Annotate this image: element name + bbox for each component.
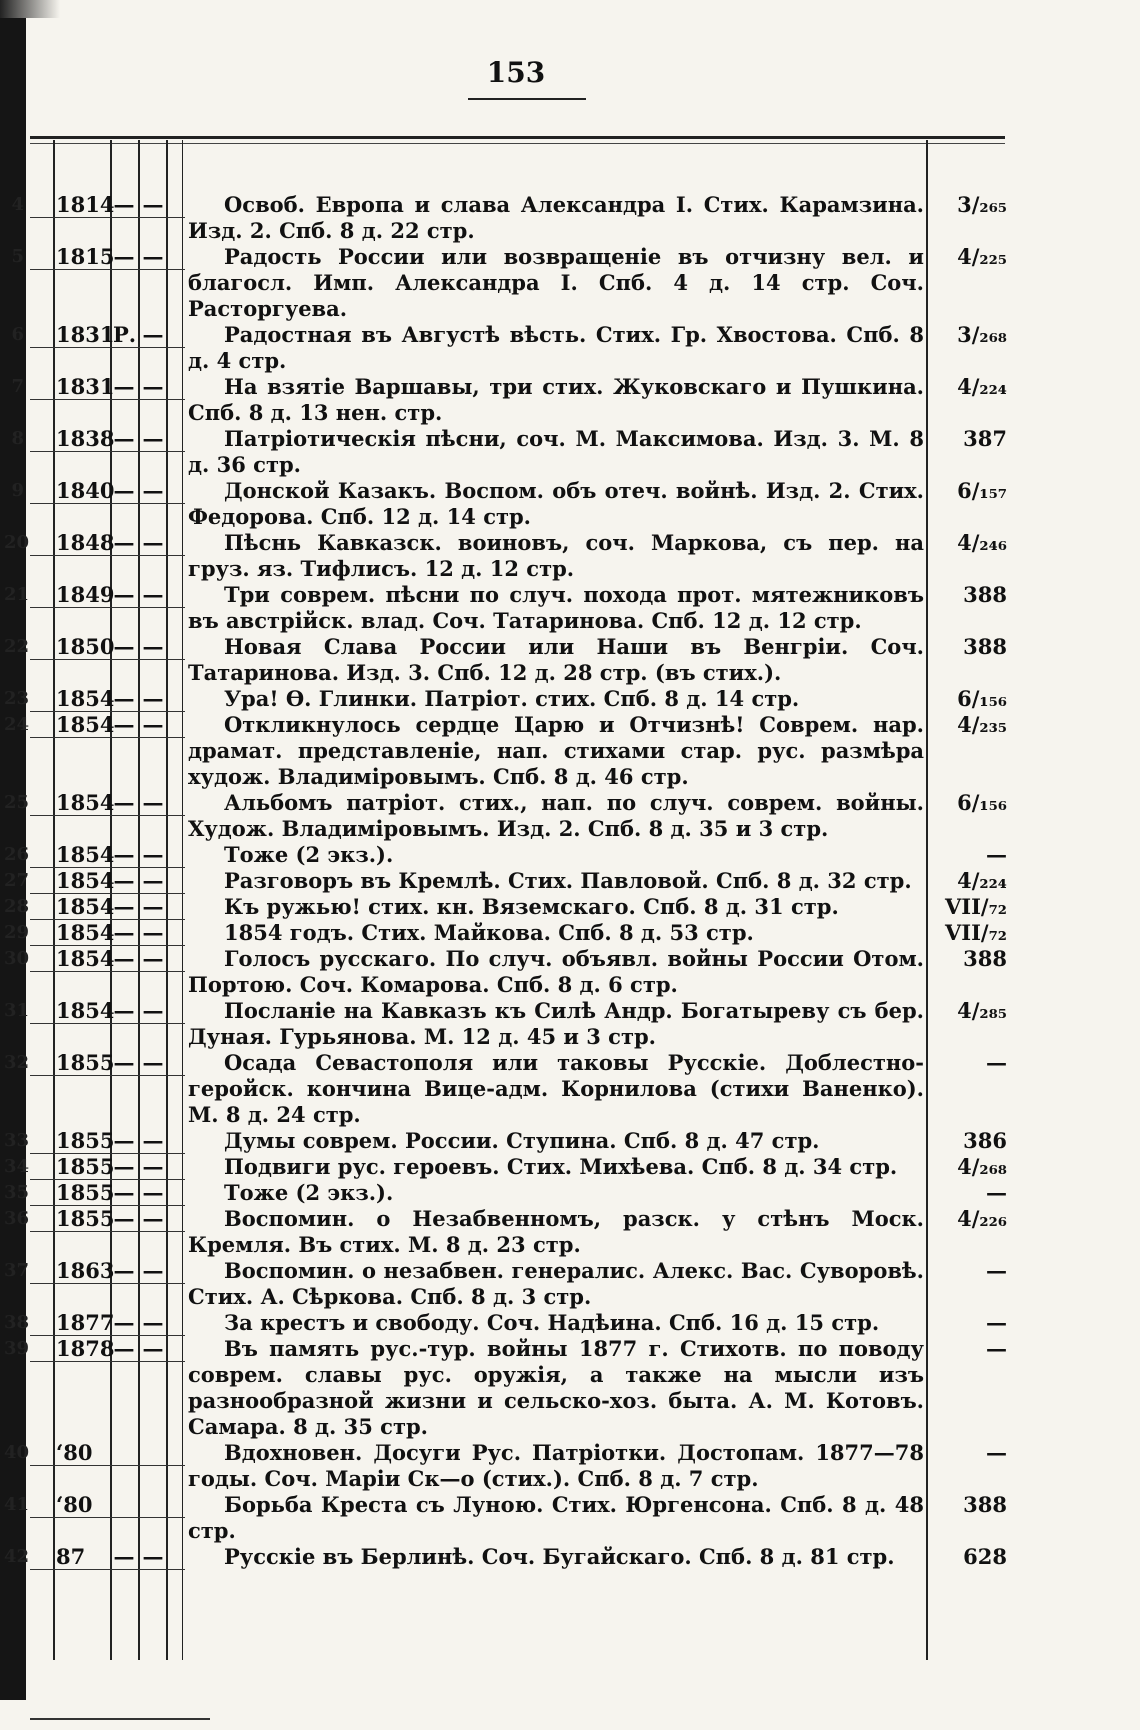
entry-dash: — — [142, 530, 164, 555]
entry-year: 1854 — [56, 998, 115, 1023]
entry-dash: — — [142, 582, 164, 607]
catalog-entry — [0, 530, 1140, 582]
entry-dash: — — [142, 244, 164, 269]
entry-number: 9 — [11, 480, 24, 501]
entry-number: 22 — [4, 636, 30, 657]
entry-description: Тоже (2 экз.). — [224, 842, 394, 867]
catalog-entries — [0, 192, 1140, 1570]
entry-reference: 4/₂₈₅ — [957, 998, 1007, 1023]
entry-number: 38 — [4, 1312, 30, 1333]
entry-row-rule — [30, 1075, 185, 1076]
entry-mark: — — [113, 1258, 135, 1283]
entry-number: 24 — [4, 714, 30, 735]
entry-mark: — — [113, 244, 135, 269]
entry-mark: — — [113, 634, 135, 659]
entry-row-rule — [30, 1283, 185, 1284]
entry-description: Откликнулось сердце Царю и Отчизнѣ! Соврем. нар. драмат. представленіе, нап. стихами стар. рус. размѣра худож. Владиміровымъ. Спб. 8 д. 46 стр. — [188, 712, 924, 789]
entry-reference: — — [986, 842, 1007, 867]
entry-mark: — — [113, 1128, 135, 1153]
entry-mark: — — [113, 894, 135, 919]
catalog-entry — [0, 712, 1140, 790]
entry-number: 7 — [11, 376, 24, 397]
entry-reference: 4/₂₂₄ — [957, 868, 1007, 893]
entry-description: Къ ружью! стих. кн. Вяземскаго. Спб. 8 д. 31 стр. — [224, 894, 839, 919]
catalog-entry — [0, 478, 1140, 530]
entry-number: 41 — [4, 1494, 30, 1515]
entry-number: 20 — [4, 532, 30, 553]
entry-year: 1848 — [56, 530, 115, 555]
entry-reference: 6/₁₅₇ — [957, 478, 1007, 503]
table-top-rule — [30, 136, 1005, 139]
entry-dash: — — [142, 894, 164, 919]
entry-year: 87 — [56, 1544, 86, 1569]
entry-row-rule — [30, 1569, 185, 1570]
catalog-entry — [0, 920, 1140, 946]
entry-reference: 387 — [963, 426, 1007, 451]
entry-number: 30 — [4, 948, 30, 969]
entry-description: Думы соврем. России. Ступина. Спб. 8 д. 47 стр. — [224, 1128, 820, 1153]
entry-year: 1831 — [56, 374, 115, 399]
catalog-entry — [0, 1492, 1140, 1544]
entry-number: 21 — [4, 584, 30, 605]
entry-dash: — — [142, 1258, 164, 1283]
entry-year: 1855 — [56, 1206, 115, 1231]
entry-dash: — — [142, 1050, 164, 1075]
entry-mark: — — [113, 1310, 135, 1335]
entry-mark: — — [113, 842, 135, 867]
entry-reference: 388 — [963, 1492, 1007, 1517]
entry-description: Борьба Креста съ Луною. Стих. Юргенсона. Спб. 8 д. 48 стр. — [188, 1492, 924, 1543]
entry-description: Тоже (2 экз.). — [224, 1180, 394, 1205]
entry-description: Ура! Ѳ. Глинки. Патріот. стих. Спб. 8 д. 14 стр. — [224, 686, 800, 711]
entry-row-rule — [30, 1231, 185, 1232]
catalog-entry — [0, 998, 1140, 1050]
entry-year: 1854 — [56, 894, 115, 919]
entry-reference: 3/₂₆₈ — [957, 322, 1007, 347]
catalog-entry — [0, 192, 1140, 244]
entry-dash: — — [142, 920, 164, 945]
entry-year: 1831 — [56, 322, 115, 347]
entry-reference: 3/₂₆₅ — [957, 192, 1007, 217]
entry-mark: Р. — [113, 322, 137, 347]
entry-year: 1814 — [56, 192, 115, 217]
entry-reference: — — [986, 1180, 1007, 1205]
table-top-rule-thin — [30, 143, 1005, 144]
entry-mark: — — [113, 478, 135, 503]
entry-reference: — — [986, 1258, 1007, 1283]
entry-row-rule — [30, 1023, 185, 1024]
entry-dash: — — [142, 1180, 164, 1205]
entry-mark: — — [113, 1544, 135, 1569]
entry-number: 31 — [4, 1000, 30, 1021]
entry-reference: 6/₁₅₆ — [957, 686, 1007, 711]
entry-mark: — — [113, 998, 135, 1023]
entry-year: 1850 — [56, 634, 115, 659]
entry-year: 1855 — [56, 1128, 115, 1153]
entry-description: Альбомъ патріот. стих., нап. по случ. соврем. войны. Худож. Владиміровымъ. Изд. 2. Спб. 8 д. 35 и 3 стр. — [188, 790, 924, 841]
catalog-entry — [0, 894, 1140, 920]
entry-number: 6 — [11, 324, 24, 345]
entry-reference: 4/₂₃₅ — [957, 712, 1007, 737]
entry-dash: — — [142, 1206, 164, 1231]
entry-reference: 388 — [963, 946, 1007, 971]
entry-year: 1854 — [56, 712, 115, 737]
catalog-entry — [0, 1440, 1140, 1492]
catalog-entry — [0, 686, 1140, 712]
entry-reference: 386 — [963, 1128, 1007, 1153]
entry-number: 4 — [11, 194, 24, 215]
entry-dash: — — [142, 1128, 164, 1153]
entry-number: 39 — [4, 1338, 30, 1359]
page-number-rule — [468, 98, 586, 100]
page-number: 153 — [486, 56, 546, 89]
entry-description: Вдохновен. Досуги Рус. Патріотки. Достопам. 1877—78 годы. Соч. Маріи Ск—о (стих.). Спб. 8 д. 7 стр. — [188, 1440, 924, 1491]
entry-description: На взятіе Варшавы, три стих. Жуковскаго и Пушкина. Спб. 8 д. 13 нен. стр. — [188, 374, 924, 425]
entry-mark: — — [113, 1336, 135, 1361]
entry-number: 26 — [4, 844, 30, 865]
entry-description: Разговоръ въ Кремлѣ. Стих. Павловой. Спб. 8 д. 32 стр. — [224, 868, 912, 893]
entry-description: 1854 годъ. Стих. Майкова. Спб. 8 д. 53 стр. — [224, 920, 754, 945]
entry-reference: — — [986, 1050, 1007, 1075]
entry-description: Осада Севастополя или таковы Русскіе. Доблестно-геройск. кончина Вице-адм. Корнилова (стихи Ваненко). М. 8 д. 24 стр. — [188, 1050, 924, 1127]
entry-year: 1855 — [56, 1154, 115, 1179]
entry-dash: — — [142, 686, 164, 711]
entry-mark: — — [113, 790, 135, 815]
entry-number: 36 — [4, 1208, 30, 1229]
entry-reference: 4/₂₂₅ — [957, 244, 1007, 269]
entry-number: 8 — [11, 428, 24, 449]
entry-reference: 6/₁₅₆ — [957, 790, 1007, 815]
entry-year: 1854 — [56, 946, 115, 971]
entry-row-rule — [30, 555, 185, 556]
entry-year: 1854 — [56, 842, 115, 867]
catalog-entry — [0, 244, 1140, 322]
entry-row-rule — [30, 737, 185, 738]
entry-dash: — — [142, 1544, 164, 1569]
entry-reference: 4/₂₂₆ — [957, 1206, 1007, 1231]
entry-number: 33 — [4, 1130, 30, 1151]
entry-number: 28 — [4, 896, 30, 917]
catalog-entry — [0, 582, 1140, 634]
entry-number: 27 — [4, 870, 30, 891]
catalog-entry — [0, 1154, 1140, 1180]
binding-shadow — [0, 0, 60, 18]
entry-description: Русскіе въ Берлинѣ. Соч. Бугайскаго. Спб. 8 д. 81 стр. — [224, 1544, 895, 1569]
entry-year: 1863 — [56, 1258, 115, 1283]
entry-description: Голосъ русскаго. По случ. объявл. войны России Отом. Портою. Соч. Комарова. Спб. 8 д. 6 стр. — [188, 946, 924, 997]
entry-row-rule — [30, 347, 185, 348]
catalog-entry — [0, 842, 1140, 868]
entry-mark: — — [113, 920, 135, 945]
entry-dash: — — [142, 374, 164, 399]
entry-reference: 4/₂₆₈ — [957, 1154, 1007, 1179]
entry-year: 1855 — [56, 1180, 115, 1205]
entry-mark: — — [113, 374, 135, 399]
entry-dash: — — [142, 790, 164, 815]
catalog-entry — [0, 1180, 1140, 1206]
entry-year: 1854 — [56, 686, 115, 711]
entry-year: 1854 — [56, 920, 115, 945]
catalog-entry — [0, 1050, 1140, 1128]
entry-mark: — — [113, 1050, 135, 1075]
entry-number: 29 — [4, 922, 30, 943]
entry-dash: — — [142, 712, 164, 737]
entry-number: 42 — [4, 1546, 30, 1567]
entry-number: 23 — [4, 688, 30, 709]
entry-year: 1840 — [56, 478, 115, 503]
entry-reference: 4/₂₂₄ — [957, 374, 1007, 399]
entry-reference: — — [986, 1440, 1007, 1465]
entry-year: ‘80 — [56, 1492, 93, 1517]
entry-year: 1815 — [56, 244, 115, 269]
entry-description: Пѣснь Кавказск. воиновъ, соч. Маркова, съ пер. на груз. яз. Тифлисъ. 12 д. 12 стр. — [188, 530, 924, 581]
catalog-entry — [0, 426, 1140, 478]
entry-mark: — — [113, 426, 135, 451]
entry-dash: — — [142, 868, 164, 893]
entry-row-rule — [30, 451, 185, 452]
entry-reference: 388 — [963, 582, 1007, 607]
entry-number: 35 — [4, 1182, 30, 1203]
catalog-entry — [0, 374, 1140, 426]
entry-row-rule — [30, 815, 185, 816]
entry-reference: — — [986, 1310, 1007, 1335]
entry-year: 1855 — [56, 1050, 115, 1075]
entry-mark: — — [113, 946, 135, 971]
entry-row-rule — [30, 971, 185, 972]
entry-dash: — — [142, 946, 164, 971]
entry-dash: — — [142, 634, 164, 659]
entry-reference: VII/₇₂ — [944, 920, 1007, 945]
entry-description: Воспомин. о Незабвенномъ, разск. у стѣнъ Моск. Кремля. Въ стих. М. 8 д. 23 стр. — [188, 1206, 924, 1257]
entry-row-rule — [30, 503, 185, 504]
entry-row-rule — [30, 1517, 185, 1518]
entry-dash: — — [142, 998, 164, 1023]
entry-number: 5 — [11, 246, 24, 267]
entry-year: 1854 — [56, 868, 115, 893]
catalog-entry — [0, 790, 1140, 842]
entry-description: Радость России или возвращеніе въ отчизну вел. и благосл. Имп. Александра I. Спб. 4 д. 14 стр. Соч. Расторгуева. — [188, 244, 924, 321]
entry-number: 40 — [4, 1442, 30, 1463]
entry-reference: 388 — [963, 634, 1007, 659]
catalog-entry — [0, 634, 1140, 686]
entry-year: 1877 — [56, 1310, 115, 1335]
entry-dash: — — [142, 192, 164, 217]
catalog-entry — [0, 946, 1140, 998]
catalog-entry — [0, 322, 1140, 374]
entry-description: За крестъ и свободу. Соч. Надѣина. Спб. 16 д. 15 стр. — [224, 1310, 880, 1335]
entry-reference: 4/₂₄₆ — [957, 530, 1007, 555]
entry-year: 1849 — [56, 582, 115, 607]
entry-mark: — — [113, 1206, 135, 1231]
entry-reference: 628 — [963, 1544, 1007, 1569]
entry-number: 32 — [4, 1052, 30, 1073]
entry-dash: — — [142, 478, 164, 503]
entry-number: 34 — [4, 1156, 30, 1177]
entry-mark: — — [113, 1180, 135, 1205]
entry-description: Донской Казакъ. Воспом. объ отеч. войнѣ. Изд. 2. Стих. Федорова. Спб. 12 д. 14 стр. — [188, 478, 924, 529]
entry-row-rule — [30, 269, 185, 270]
bottom-rule — [30, 1718, 210, 1720]
entry-mark: — — [113, 868, 135, 893]
entry-description: Освоб. Европа и слава Александра I. Стих. Карамзина. Изд. 2. Спб. 8 д. 22 стр. — [188, 192, 924, 243]
entry-dash: — — [142, 322, 164, 347]
entry-mark: — — [113, 1154, 135, 1179]
catalog-entry — [0, 1128, 1140, 1154]
entry-description: Подвиги рус. героевъ. Стих. Михѣева. Спб. 8 д. 34 стр. — [224, 1154, 898, 1179]
entry-description: Посланіе на Кавказъ къ Силѣ Андр. Богатыреву съ бер. Дуная. Гурьянова. М. 12 д. 45 и 3 стр. — [188, 998, 924, 1049]
entry-year: ‘80 — [56, 1440, 93, 1465]
entry-dash: — — [142, 1310, 164, 1335]
entry-year: 1854 — [56, 790, 115, 815]
entry-description: Новая Слава России или Наши въ Венгріи. Соч. Татаринова. Изд. 3. Спб. 12 д. 28 стр. (въ стих.). — [188, 634, 924, 685]
catalog-entry — [0, 1206, 1140, 1258]
entry-description: Въ память рус.-тур. войны 1877 г. Стихотв. по поводу соврем. славы рус. оружія, а также на мысли изъ разнообразной жизни и сельско-хоз. быта. А. М. Котовъ. Самара. 8 д. 35 стр. — [188, 1336, 924, 1439]
entry-row-rule — [30, 399, 185, 400]
entry-dash: — — [142, 1154, 164, 1179]
catalog-entry — [0, 1258, 1140, 1310]
entry-row-rule — [30, 217, 185, 218]
catalog-entry — [0, 1336, 1140, 1440]
entry-mark: — — [113, 192, 135, 217]
catalog-entry — [0, 1310, 1140, 1336]
entry-row-rule — [30, 607, 185, 608]
entry-year: 1878 — [56, 1336, 115, 1361]
entry-mark: — — [113, 582, 135, 607]
entry-mark: — — [113, 712, 135, 737]
entry-description: Патріотическія пѣсни, соч. М. Максимова. Изд. 3. М. 8 д. 36 стр. — [188, 426, 924, 477]
entry-row-rule — [30, 1361, 185, 1362]
entry-reference: — — [986, 1336, 1007, 1361]
catalog-entry — [0, 868, 1140, 894]
entry-dash: — — [142, 426, 164, 451]
entry-description: Радостная въ Августѣ вѣсть. Стих. Гр. Хвостова. Спб. 8 д. 4 стр. — [188, 322, 924, 373]
entry-number: 37 — [4, 1260, 30, 1281]
catalog-entry — [0, 1544, 1140, 1570]
entry-mark: — — [113, 530, 135, 555]
entry-row-rule — [30, 659, 185, 660]
entry-dash: — — [142, 842, 164, 867]
entry-row-rule — [30, 1465, 185, 1466]
entry-number: 25 — [4, 792, 30, 813]
entry-description: Воспомин. о незабвен. генералис. Алекс. Вас. Суворовѣ. Стих. А. Сѣркова. Спб. 8 д. 3 стр. — [188, 1258, 924, 1309]
entry-reference: VII/₇₂ — [944, 894, 1007, 919]
entry-dash: — — [142, 1336, 164, 1361]
entry-mark: — — [113, 686, 135, 711]
entry-description: Три соврем. пѣсни по случ. похода прот. мятежниковъ въ австрійск. влад. Соч. Татаринова. Спб. 12 д. 12 стр. — [188, 582, 924, 633]
entry-year: 1838 — [56, 426, 115, 451]
